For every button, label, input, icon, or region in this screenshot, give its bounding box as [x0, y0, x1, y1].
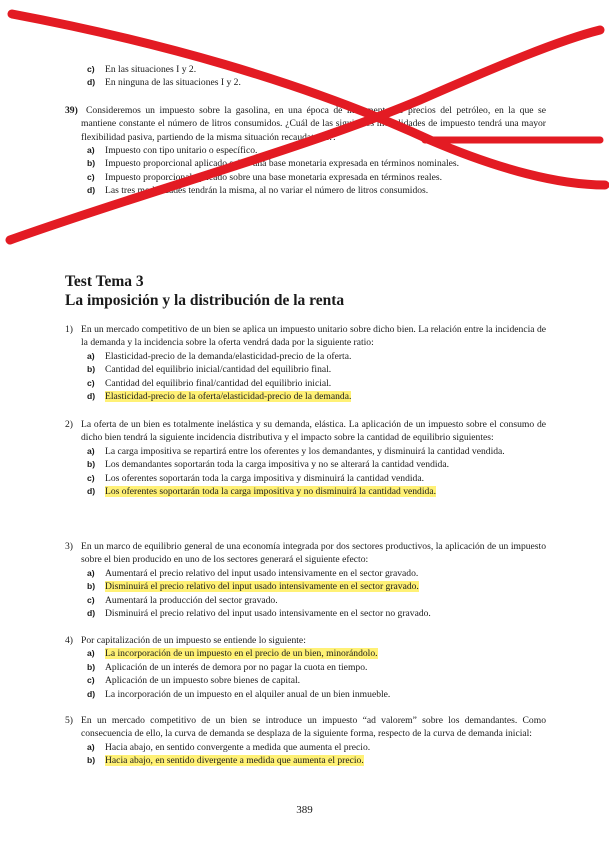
option-text: Elasticidad-precio de la oferta/elasticidad-precio de la demanda. [105, 391, 352, 403]
question-3 [65, 540, 546, 620]
question-options [65, 350, 546, 404]
question-number: 39) [65, 104, 78, 116]
option-text: Aumentará la producción del sector gravado. [105, 594, 278, 606]
option [65, 594, 546, 607]
option-letter: d) [87, 391, 96, 402]
option-letter: c) [87, 675, 95, 686]
question-options [65, 741, 546, 768]
option-text: Hacia abajo, en sentido convergente a medida que aumenta el precio. [105, 741, 371, 753]
option-letter: d) [87, 486, 96, 497]
option [65, 76, 546, 89]
option [65, 458, 546, 471]
question-text: En un mercado competitivo de un bien se introduce un impuesto “ad valorem” sobre los demandantes. Como consecuencia de ello, la curva de demanda se desplaza de la siguiente forma, respecto de la curva de demanda inicial: [81, 715, 546, 740]
option-text: Disminuirá el precio relativo del input usado intensivamente en el sector no gravado. [105, 608, 431, 620]
option-letter: b) [87, 661, 96, 672]
question-options [65, 647, 546, 701]
option-highlighted [65, 580, 546, 593]
option-text: Impuesto proporcional aplicado sobre una base monetaria expresada en términos nominales. [105, 158, 460, 170]
question-text: En un marco de equilibrio general de una economía integrada por dos sectores productivos, la aplicación de un impuesto sobre el bien producido en uno de los sectores generará el siguiente efecto: [81, 541, 546, 566]
question-4 [65, 634, 546, 701]
prev-question-options [65, 63, 546, 90]
option-letter: d) [87, 185, 96, 196]
option [65, 377, 546, 390]
option [65, 63, 546, 76]
option-letter: d) [87, 688, 96, 699]
option-letter: b) [87, 158, 96, 169]
option-text: En ninguna de las situaciones I y 2. [105, 77, 241, 89]
option-letter: a) [87, 445, 95, 456]
option-letter: a) [87, 648, 95, 659]
option-letter: d) [87, 608, 96, 619]
option [65, 350, 546, 363]
option-text: Los oferentes soportarán toda la carga impositiva y no disminuirá la cantidad vendida. [105, 486, 436, 498]
option-letter: a) [87, 350, 95, 361]
question [65, 540, 546, 567]
option-text: Cantidad del equilibrio inicial/cantidad del equilibrio final. [105, 364, 332, 376]
question-text: En un mercado competitivo de un bien se aplica un impuesto unitario sobre dicho bien. La relación entre la incidencia de la demanda y la incidencia sobre la oferta vendrá dada por la siguiente ratio: [81, 324, 546, 349]
option [65, 157, 546, 170]
option-highlighted [65, 754, 546, 767]
option-text: La incorporación de un impuesto en el precio de un bien, minorándolo. [105, 648, 378, 660]
option [65, 445, 546, 458]
option-text: La incorporación de un impuesto en el alquiler anual de un bien inmueble. [105, 688, 391, 700]
option-letter: b) [87, 755, 96, 766]
option [65, 741, 546, 754]
question-number: 2) [65, 419, 73, 430]
option-letter: b) [87, 581, 96, 592]
test-title: Test Tema 3 [65, 273, 144, 290]
option-letter: c) [87, 171, 95, 182]
option-highlighted [65, 485, 546, 498]
question-2 [65, 418, 546, 498]
option-text: La carga impositiva se repartirá entre los oferentes y los demandantes, y disminuirá la cantidad vendida. [105, 445, 505, 457]
question-1 [65, 323, 546, 403]
option [65, 144, 546, 157]
option-highlighted [65, 390, 546, 403]
question [65, 323, 546, 350]
option-letter: c) [87, 594, 95, 605]
question-number: 1) [65, 324, 73, 335]
question [65, 418, 546, 445]
option-text: En las situaciones I y 2. [105, 64, 197, 75]
question [65, 634, 546, 647]
option-letter: b) [87, 459, 96, 470]
option-letter: d) [87, 77, 96, 88]
option-text: Impuesto con tipo unitario o específico. [105, 145, 258, 157]
question-text: La oferta de un bien es totalmente inelástica y su demanda, elástica. La aplicación de un impuesto sobre el consumo de dicho bien tendrá la siguiente incidencia distributiva y el impacto sobre la cantidad de equilibrio siguientes: [81, 419, 546, 444]
question-5 [65, 714, 546, 768]
option [65, 607, 546, 620]
option-text: Hacia abajo, en sentido divergente a medida que aumenta el precio. [105, 755, 364, 767]
question-number: 4) [65, 635, 73, 646]
option-letter: a) [87, 145, 95, 156]
option [65, 184, 546, 197]
option [65, 674, 546, 687]
option-letter: a) [87, 567, 95, 578]
option [65, 472, 546, 485]
question-options [65, 567, 546, 621]
question-options [65, 445, 546, 499]
option [65, 688, 546, 701]
question-options [65, 144, 546, 198]
question-39 [65, 104, 546, 144]
page-number: 389 [296, 804, 313, 816]
question-number: 3) [65, 541, 73, 552]
question [65, 714, 546, 741]
option-text: Cantidad del equilibrio final/cantidad del equilibrio inicial. [105, 377, 332, 389]
test-subtitle: La imposición y la distribución de la renta [65, 292, 345, 309]
option-letter: b) [87, 364, 96, 375]
option-text: Elasticidad-precio de la demanda/elasticidad-precio de la oferta. [105, 350, 352, 362]
option-letter: a) [87, 741, 95, 752]
option [65, 661, 546, 674]
option-text: Aumentará el precio relativo del input usado intensivamente en el sector gravado. [105, 567, 419, 579]
option-letter: c) [87, 377, 95, 388]
option-text: Disminuirá el precio relativo del input usado intensivamente en el sector gravado. [105, 581, 419, 593]
option-text: Impuesto proporcional aplicado sobre una base monetaria expresada en términos reales. [105, 171, 442, 183]
option-text: Los oferentes soportarán toda la carga impositiva y disminuirá la cantidad vendida. [105, 472, 424, 484]
question-text: Consideremos un impuesto sobre la gasolina, en una época de incremento de precios del petróleo, en la que se mantiene constante el número de litros consumidos. ¿Cuál de las siguientes modalidades de impuesto tendrá una mayor flexibilidad pasiva, partiendo de la misma situación recaudatoria?: [81, 104, 546, 143]
option [65, 363, 546, 376]
option-letter: c) [87, 64, 95, 74]
option-highlighted [65, 647, 546, 660]
option [65, 171, 546, 184]
crossed-section [65, 63, 546, 198]
option-text: Las tres modalidades tendrán la misma, al no variar el número de litros consumidos. [105, 185, 429, 197]
question-text: Por capitalización de un impuesto se entiende lo siguiente: [81, 635, 306, 646]
question-number: 5) [65, 715, 73, 726]
option-letter: c) [87, 472, 95, 483]
option [65, 567, 546, 580]
option-text: Aplicación de un impuesto sobre bienes de capital. [105, 675, 301, 687]
option-text: Aplicación de un interés de demora por no pagar la cuota en tiempo. [105, 661, 368, 673]
option-text: Los demandantes soportarán toda la carga impositiva y no se alterará la cantidad vendida. [105, 459, 450, 471]
